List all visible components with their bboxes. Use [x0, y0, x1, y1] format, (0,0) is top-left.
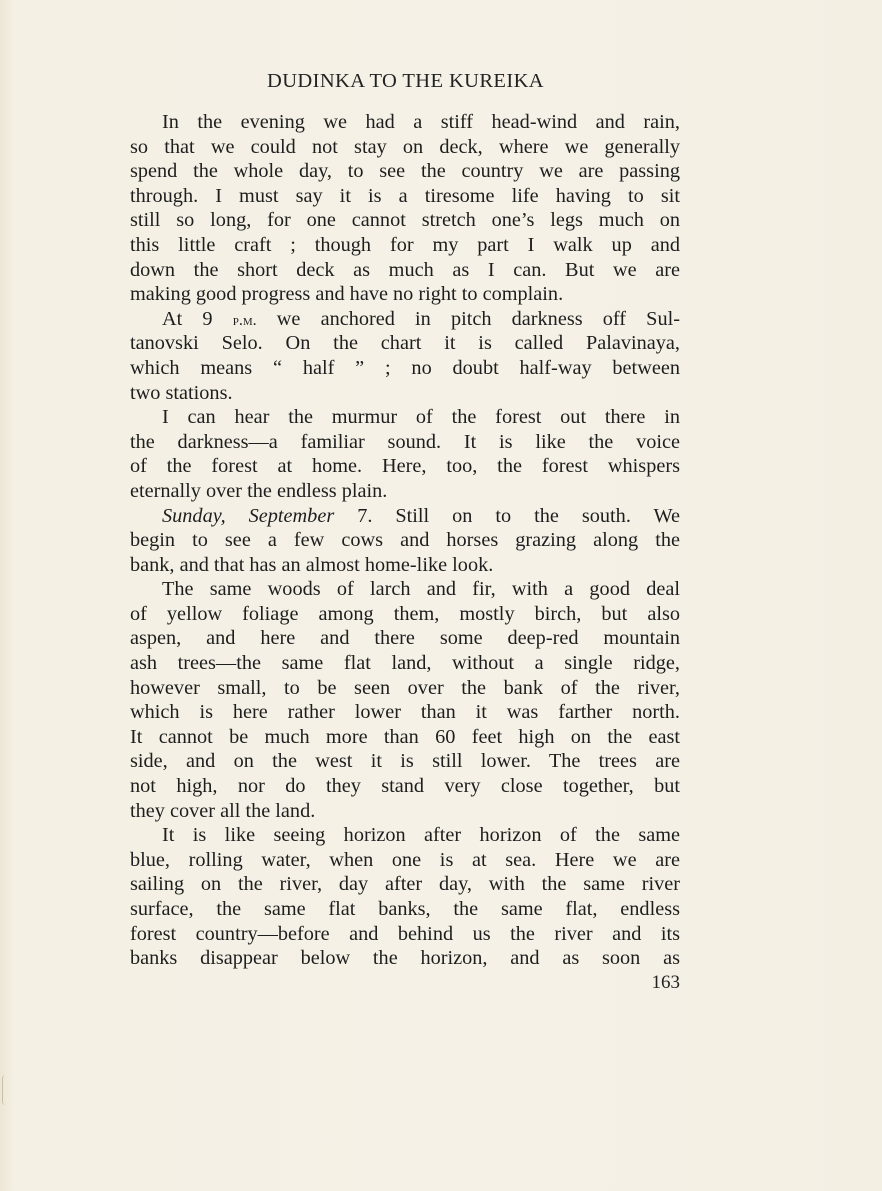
text-line: blue, rolling water, when one is at sea. Here we are — [130, 848, 680, 871]
text-line: down the short deck as much as I can. But we are — [130, 258, 680, 281]
text-line: At 9 p.m. we anchored in pitch darkness off Sul- — [162, 307, 680, 330]
text-line: Sunday, September 7. Still on to the south. We — [162, 504, 681, 527]
text-line: so that we could not stay on deck, where we generally — [130, 135, 680, 158]
text-line: this little craft ; though for my part I walk up and — [130, 233, 680, 256]
page-number: 163 — [651, 972, 680, 993]
text-line: side, and on the west it is still lower. The trees are — [130, 750, 680, 773]
text-line: of the forest at home. Here, too, the forest whispers — [130, 455, 680, 478]
text-line: two stations. — [130, 381, 233, 404]
text-line: still so long, for one cannot stretch one’s legs much on — [130, 209, 680, 232]
text-line: not high, nor do they stand very close together, but — [130, 775, 680, 798]
text-line: begin to see a few cows and horses grazing along the — [130, 529, 680, 552]
text-line: which is here rather lower than it was farther north. — [130, 701, 680, 724]
text-line: tanovski Selo. On the chart it is called Palavinaya, — [130, 332, 680, 355]
text-line: spend the whole day, to see the country we are passing — [130, 160, 680, 183]
text-line: surface, the same flat banks, the same flat, endless — [130, 898, 680, 920]
text-line: It is like seeing horizon after horizon of the same — [162, 824, 680, 847]
text-line: sailing on the river, day after day, with the same river — [130, 873, 680, 896]
text-line: eternally over the endless plain. — [130, 479, 388, 502]
text-line: the darkness—a familiar sound. It is like the voice — [130, 430, 680, 453]
running-head: DUDINKA TO THE KUREIKA — [266, 70, 544, 92]
body-text — [130, 110, 680, 971]
text-line: ash trees—the same flat land, without a single ridge, — [130, 652, 680, 675]
text-line: they cover all the land. — [130, 799, 316, 822]
text-line: forest country—before and behind us the river and its — [130, 922, 680, 945]
text-line: In the evening we had a stiff head-wind and rain, — [162, 111, 680, 133]
text-line: through. I must say it is a tiresome life having to sit — [130, 184, 680, 207]
text-line: however small, to be seen over the bank of the river, — [130, 676, 680, 699]
text-line: of yellow foliage among them, mostly birch, but also — [130, 602, 680, 625]
text-line: which means “ half ” ; no doubt half-way between — [130, 356, 680, 379]
text-line: aspen, and here and there some deep-red mountain — [130, 627, 680, 650]
text-line: banks disappear below the horizon, and as soon as — [130, 947, 680, 970]
text-line: I can hear the murmur of the forest out there in — [162, 406, 680, 429]
text-line: It cannot be much more than 60 feet high on the east — [130, 725, 680, 748]
text-line: bank, and that has an almost home-like look. — [130, 553, 494, 576]
text-line: making good progress and have no right to complain. — [130, 283, 564, 306]
binding-mark — [2, 1075, 9, 1105]
text-line: The same woods of larch and fir, with a good deal — [162, 578, 680, 601]
